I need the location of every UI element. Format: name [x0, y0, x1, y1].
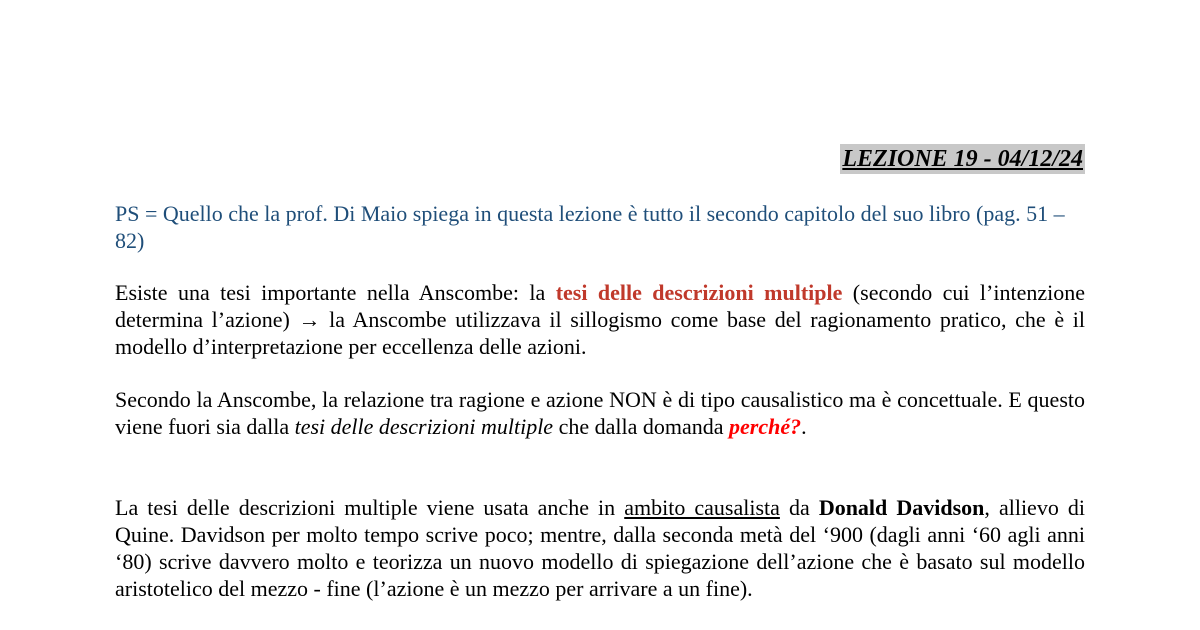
paragraph-3	[115, 494, 1085, 602]
paragraph-2-text-a: Secondo la Anscombe, la relazione tra ragione e azione NON è di tipo causalistico ma è concettuale. E questo viene fuori sia dalla	[115, 387, 1085, 439]
paragraph-1-text-a: Esiste una tesi importante nella Anscombe: la	[115, 280, 556, 305]
paragraph-2-italic: tesi delle descrizioni multiple	[294, 414, 554, 439]
paragraph-2-highlight: perché?	[729, 414, 802, 439]
paragraph-3-text-b: da	[779, 495, 819, 520]
paragraph-3-bold-name: Donald Davidson	[818, 495, 985, 520]
note-paragraph: PS = Quello che la prof. Di Maio spiega in questa lezione è tutto il secondo capitolo del suo libro (pag. 51 – 82)	[115, 201, 1065, 253]
paragraph-1	[115, 279, 1085, 360]
paragraph-3-underline: ambito causalista	[624, 495, 780, 520]
paragraph-2-text-b: che dalla domanda	[553, 414, 730, 439]
paragraph-1-highlight: tesi delle descrizioni multiple	[555, 280, 843, 305]
paragraph-2-text-c: .	[801, 414, 807, 439]
paragraph-3-text-c: , allievo di Quine. Davidson per molto tempo scrive poco; mentre, dalla seconda metà del ‘900 (dagli anni ‘60 agli anni ‘80) scrive davvero molto e teorizza un nuovo modello di spiegazione dell’azione che è basato sul modello aristotelico del mezzo - fine (l’azione è un mezzo per arrivare a un fine).	[115, 495, 1086, 601]
paragraph-1-text-b: (secondo cui l’intenzione determina l’azione) → la Anscombe utilizzava il sillogismo come base del ragionamento pratico, che è il modello d’interpretazione per eccellenza delle azioni.	[115, 280, 1086, 359]
paragraph-3-text-a: La tesi delle descrizioni multiple viene usata anche in	[115, 495, 625, 520]
lesson-heading: LEZIONE 19 - 04/12/24	[842, 146, 1083, 172]
paragraph-2	[115, 386, 1085, 440]
